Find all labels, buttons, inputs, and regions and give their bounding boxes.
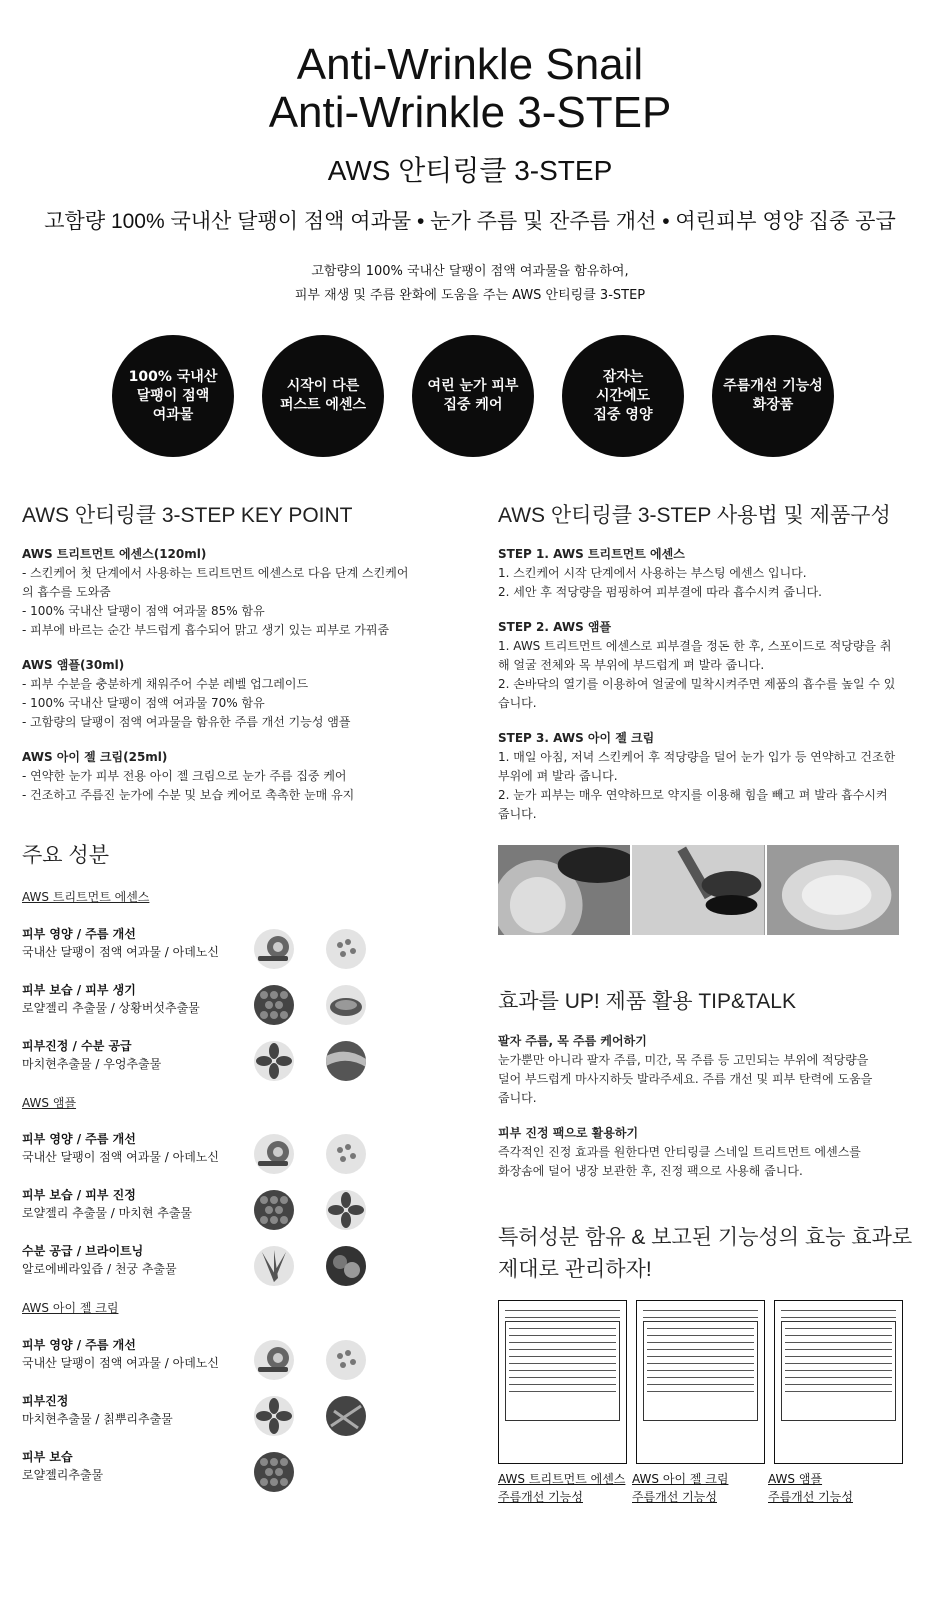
patent-heading xyxy=(498,1222,912,1286)
keypoint-line: 의 흡수를 도와줌 xyxy=(22,585,111,599)
certificate-label-line[interactable]: 주름개선 기능성 xyxy=(632,1490,717,1504)
certificate-image xyxy=(774,1300,903,1464)
feature-circle xyxy=(112,335,234,457)
certificate-image xyxy=(636,1300,765,1464)
circle-text: 화장품 xyxy=(752,397,794,413)
ingredient-row xyxy=(22,981,462,1029)
snail-icon xyxy=(254,929,294,969)
circle-text: 주름개선 기능성 xyxy=(723,378,823,394)
ingredient-desc: 국내산 달팽이 점액 여과물 / 아데노신 xyxy=(22,1356,219,1370)
honeycomb-icon xyxy=(254,1190,294,1230)
essence-photo xyxy=(498,845,630,935)
circle-text: 집중 영양 xyxy=(593,406,653,423)
keypoint-block xyxy=(22,545,462,805)
ingredient-group-label: AWS 앰플 xyxy=(22,1096,77,1110)
ingredient-desc: 국내산 달팽이 점액 여과물 / 아데노신 xyxy=(22,1150,219,1164)
cream-photo xyxy=(767,845,899,935)
keypoint-title: AWS 트리트먼트 에센스(120ml) xyxy=(22,547,207,561)
ingredient-row xyxy=(22,925,462,973)
ingredient-row xyxy=(22,1130,462,1178)
step-title: STEP 1. AWS 트리트먼트 에센스 xyxy=(498,547,685,561)
feature-circle xyxy=(712,335,834,457)
ingredients-heading: 주요 성분 xyxy=(22,844,109,867)
feature-circle xyxy=(262,335,384,457)
certificate-label[interactable] xyxy=(498,1470,625,1506)
ampoule-photo xyxy=(632,845,764,935)
usage-photos xyxy=(498,845,899,935)
step-line: 해 얼굴 전체와 목 부위에 부드럽게 펴 발라 줍니다. xyxy=(498,658,765,672)
purslane-icon xyxy=(254,1396,294,1436)
keypoint-line: - 100% 국내산 달팽이 점액 여과물 70% 함유 xyxy=(22,696,265,710)
keypoint-line: - 고함량의 달팽이 점액 여과물을 함유한 주름 개선 기능성 앰플 xyxy=(22,715,351,729)
certificate-label-line[interactable]: 주름개선 기능성 xyxy=(498,1490,583,1504)
keypoint-line: - 피부에 바르는 순간 부드럽게 흡수되어 맑고 생기 있는 피부로 가꿔줌 xyxy=(22,623,390,637)
circle-text: 집중 케어 xyxy=(443,397,503,413)
keypoint-line: - 피부 수분을 충분하게 채워주어 수분 레벨 업그레이드 xyxy=(22,677,309,691)
ingredient-name: 피부 보습 / 피부 생기 xyxy=(22,983,136,997)
ingredient-name: 피부 보습 / 피부 진정 xyxy=(22,1188,136,1202)
certificate-label-line[interactable]: 주름개선 기능성 xyxy=(768,1490,853,1504)
tip-title: 피부 진정 팩으로 활용하기 xyxy=(498,1126,639,1140)
ingredient-row xyxy=(22,1448,462,1496)
tip-line: 화장솜에 덜어 냉장 보관한 후, 진정 팩으로 사용해 줍니다. xyxy=(498,1164,803,1178)
tip-line: 즉각적인 진정 효과를 원한다면 안티링클 스네일 트리트먼트 에센스를 xyxy=(498,1145,861,1159)
usage-heading: AWS 안티링클 3-STEP 사용법 및 제품구성 xyxy=(498,504,891,527)
circle-text: 100% 국내산 xyxy=(128,368,218,385)
circle-text: 시간에도 xyxy=(595,387,651,404)
ingredient-row xyxy=(22,1186,462,1234)
tip-line: 눈가뿐만 아니라 팔자 주름, 미간, 목 주름 등 고민되는 부위에 적당량을 xyxy=(498,1053,869,1067)
ingredient-desc: 마치현추출물 / 칡뿌리추출물 xyxy=(22,1412,173,1426)
certificates xyxy=(498,1300,903,1464)
snail-icon xyxy=(254,1340,294,1380)
adenosine-icon xyxy=(326,929,366,969)
ingredient-name: 피부 영양 / 주름 개선 xyxy=(22,1132,136,1146)
patent-heading-line: 제대로 관리하자! xyxy=(498,1258,652,1281)
ingredient-desc: 마치현추출물 / 우엉추출물 xyxy=(22,1057,162,1071)
aloe-icon xyxy=(254,1246,294,1286)
product-subtitle: AWS 안티링클 3-STEP xyxy=(327,155,613,186)
title-line-1: Anti-Wrinkle Snail xyxy=(296,40,644,89)
keypoint-line: - 연약한 눈가 피부 전용 아이 젤 크림으로 눈가 주름 집중 케어 xyxy=(22,769,347,783)
ingredient-name: 피부 영양 / 주름 개선 xyxy=(22,1338,136,1352)
step-line: 1. AWS 트리트먼트 에센스로 피부결을 정돈 한 후, 스포이드로 적당량을 취 xyxy=(498,639,892,653)
feature-circle xyxy=(562,335,684,457)
ingredient-desc: 국내산 달팽이 점액 여과물 / 아데노신 xyxy=(22,945,219,959)
honeycomb-icon xyxy=(254,985,294,1025)
certificate-label-line[interactable]: AWS 앰플 xyxy=(768,1472,823,1486)
step-line: 2. 세안 후 적당량을 펌핑하여 피부결에 따라 흡수시켜 줍니다. xyxy=(498,585,822,599)
step-title: STEP 3. AWS 아이 젤 크림 xyxy=(498,731,655,745)
keypoint-title: AWS 앰플(30ml) xyxy=(22,658,125,672)
circle-text: 여과물 xyxy=(152,406,194,423)
ingredient-group-label: AWS 아이 젤 크림 xyxy=(22,1301,119,1315)
patent-heading-line: 특허성분 함유 & 보고된 기능성의 효능 효과로 xyxy=(498,1226,913,1249)
circle-text: 여린 눈가 피부 xyxy=(427,378,519,394)
ingredient-row xyxy=(22,1242,462,1290)
feature-circle xyxy=(412,335,534,457)
step-line: 습니다. xyxy=(498,696,537,710)
ingredient-row xyxy=(22,1392,462,1440)
tips-block xyxy=(498,1032,908,1181)
ingredient-desc: 로얄젤리 추출물 / 상황버섯추출물 xyxy=(22,1001,200,1015)
ingredient-desc: 알로에베라잎즙 / 천궁 추출물 xyxy=(22,1262,177,1276)
intro-line: 피부 재생 및 주름 완화에 도움을 주는 AWS 안티링클 3-STEP xyxy=(294,288,646,303)
certificate-image xyxy=(498,1300,627,1464)
certificate-label-line[interactable]: AWS 트리트먼트 에센스 xyxy=(498,1472,626,1486)
ingredient-name: 피부진정 xyxy=(22,1394,69,1408)
adenosine-icon xyxy=(326,1340,366,1380)
keypoint-line: - 건조하고 주름진 눈가에 수분 및 보습 케어로 촉촉한 눈매 유지 xyxy=(22,788,355,802)
root-icon xyxy=(326,1396,366,1436)
ingredient-row xyxy=(22,1037,462,1085)
certificate-label-line[interactable]: AWS 아이 젤 크림 xyxy=(632,1472,729,1486)
ingredient-name: 피부 영양 / 주름 개선 xyxy=(22,927,136,941)
ingredient-desc: 로얄젤리 추출물 / 마치현 추출물 xyxy=(22,1206,192,1220)
step-line: 1. 스킨케어 시작 단계에서 사용하는 부스팅 에센스 입니다. xyxy=(498,566,807,580)
step-line: 2. 손바닥의 열기를 이용하여 얼굴에 밀착시켜주면 제품의 흡수를 높일 수 있 xyxy=(498,677,896,691)
ingredient-name: 피부 보습 xyxy=(22,1450,73,1464)
circle-text: 퍼스트 에센스 xyxy=(279,397,367,413)
honeycomb-icon xyxy=(254,1452,294,1492)
circle-text: 시작이 다른 xyxy=(286,378,360,394)
certificate-label[interactable] xyxy=(768,1470,853,1506)
circle-text: 달팽이 점액 xyxy=(136,387,210,404)
title-line-2: Anti-Wrinkle 3-STEP xyxy=(268,88,672,137)
step-line: 2. 눈가 피부는 매우 연약하므로 약지를 이용해 힘을 빼고 펴 발라 흡수시켜 xyxy=(498,788,888,802)
tagline: 고함량 100% 국내산 달팽이 점액 여과물 • 눈가 주름 및 잔주름 개선 • 여린피부 영양 집중 공급 xyxy=(44,210,896,233)
purslane-icon xyxy=(254,1041,294,1081)
keypoint-line: - 스킨케어 첫 단계에서 사용하는 트리트먼트 에센스로 다음 단계 스킨케어 xyxy=(22,566,409,580)
ingredient-name: 피부진정 / 수분 공급 xyxy=(22,1039,132,1053)
feature-circles xyxy=(112,335,834,457)
intro-line: 고함량의 100% 국내산 달팽이 점액 여과물을 함유하여, xyxy=(311,264,629,279)
usage-block xyxy=(498,545,908,824)
adenosine-icon xyxy=(326,1134,366,1174)
step-title: STEP 2. AWS 앰플 xyxy=(498,620,612,634)
keypoint-title: AWS 아이 젤 크림(25ml) xyxy=(22,750,168,764)
keypoint-line: - 100% 국내산 달팽이 점액 여과물 85% 함유 xyxy=(22,604,265,618)
step-line: 줍니다. xyxy=(498,807,537,821)
ingredient-desc: 로얄젤리추출물 xyxy=(22,1468,104,1482)
ingredient-row xyxy=(22,1336,462,1384)
tips-heading: 효과를 UP! 제품 활용 TIP&TALK xyxy=(498,990,796,1013)
ingredient-name: 수분 공급 / 브라이트닝 xyxy=(22,1244,144,1258)
purslane-icon xyxy=(326,1190,366,1230)
tip-title: 팔자 주름, 목 주름 케어하기 xyxy=(498,1034,647,1048)
step-line: 부위에 펴 발라 줍니다. xyxy=(498,769,618,783)
step-line: 1. 매일 아침, 저녁 스킨케어 후 적당량을 덜어 눈가 입가 등 연약하고 건조한 xyxy=(498,750,896,764)
circle-text: 잠자는 xyxy=(602,368,644,385)
intro-text xyxy=(0,260,940,308)
burdock-icon xyxy=(326,1041,366,1081)
keypoint-heading: AWS 안티링클 3-STEP KEY POINT xyxy=(22,504,353,527)
mushroom-icon xyxy=(326,985,366,1025)
certificate-label[interactable] xyxy=(632,1470,728,1506)
tip-line: 덜어 부드럽게 마사지하듯 발라주세요. 주름 개선 및 피부 탄력에 도움을 xyxy=(498,1072,873,1086)
tip-line: 줍니다. xyxy=(498,1091,537,1105)
snail-icon xyxy=(254,1134,294,1174)
cnidium-icon xyxy=(326,1246,366,1286)
ingredient-group-label: AWS 트리트먼트 에센스 xyxy=(22,890,150,904)
